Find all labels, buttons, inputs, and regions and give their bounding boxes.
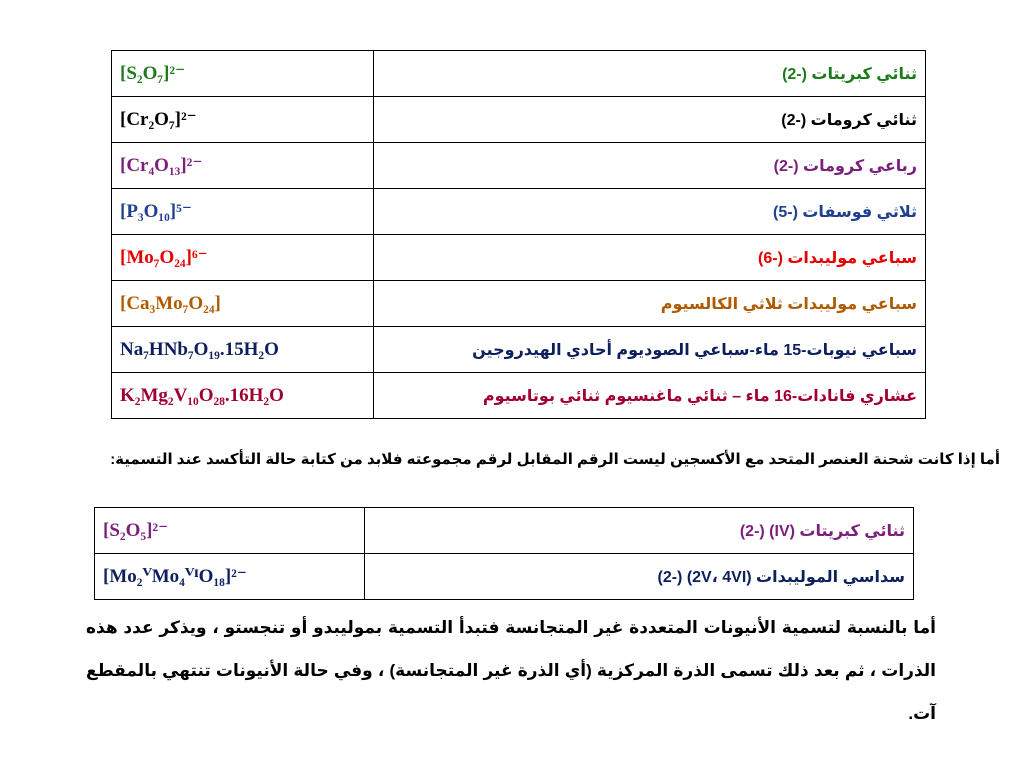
table-row bbox=[112, 235, 926, 281]
table-row bbox=[112, 189, 926, 235]
name-cell: ثنائي كرومات (-2) bbox=[374, 97, 926, 143]
formula-cell: [S₂O₇]²⁻ bbox=[112, 51, 374, 97]
formula-cell: [Mo₂ⱽMo₄ⱽᴵO₁₈]²⁻ bbox=[95, 554, 365, 600]
formula-cell: Na₇HNb₇O₁₉.15H₂O bbox=[112, 327, 374, 373]
anion-names-table bbox=[111, 50, 926, 419]
name-cell: سباعي موليبدات (-6) bbox=[374, 235, 926, 281]
oxidation-state-note: أما إذا كانت شحنة العنصر المتحد مع الأكسجين ليست الرقم المقابل لرقم مجموعته فلابد من كتابة حالة التأكسد عند التسمية: bbox=[110, 451, 1000, 468]
table-row bbox=[95, 554, 914, 600]
formula-cell: K₂Mg₂V₁₀O₂₈.16H₂O bbox=[112, 373, 374, 419]
oxidation-state-table bbox=[94, 507, 914, 600]
formula-cell: [Ca₃Mo₇O₂₄] bbox=[112, 281, 374, 327]
table-row bbox=[112, 373, 926, 419]
table-row bbox=[112, 143, 926, 189]
heteropoly-anions-paragraph: أما بالنسبة لتسمية الأنيونات المتعددة غير المتجانسة فتبدأ التسمية بموليبدو أو تنجستو ، ويذكر عدد هذه الذرات ، ثم بعد ذلك تسمى الذرة المركزية (أي الذرة غير المتجانسة) ، وفي حالة الأنيونات تنتهي بالمقطع آت. bbox=[86, 618, 936, 723]
name-cell: سباعي موليبدات ثلاثي الكالسيوم bbox=[374, 281, 926, 327]
table-row bbox=[95, 508, 914, 554]
table-row bbox=[112, 97, 926, 143]
name-cell: عشاري فانادات-16 ماء – ثنائي ماغنسيوم ثنائي بوتاسيوم bbox=[374, 373, 926, 419]
formula-cell: [Mo₇O₂₄]⁶⁻ bbox=[112, 235, 374, 281]
table-row bbox=[112, 281, 926, 327]
name-cell: سباعي نيوبات-15 ماء-سباعي الصوديوم أحادي الهيدروجين bbox=[374, 327, 926, 373]
table-row bbox=[112, 51, 926, 97]
formula-cell: [P₃O₁₀]⁵⁻ bbox=[112, 189, 374, 235]
name-cell: رباعي كرومات (-2) bbox=[374, 143, 926, 189]
table-row bbox=[112, 327, 926, 373]
name-cell: ثنائي كبريتات (-2) bbox=[374, 51, 926, 97]
formula-cell: [Cr₄O₁₃]²⁻ bbox=[112, 143, 374, 189]
name-cell: ثنائي كبريتات (IV) (-2) bbox=[365, 508, 914, 554]
name-cell: سداسي الموليبدات (2V، 4VI) (-2) bbox=[365, 554, 914, 600]
formula-cell: [Cr₂O₇]²⁻ bbox=[112, 97, 374, 143]
name-cell: ثلاثي فوسفات (-5) bbox=[374, 189, 926, 235]
formula-cell: [S₂O₅]²⁻ bbox=[95, 508, 365, 554]
